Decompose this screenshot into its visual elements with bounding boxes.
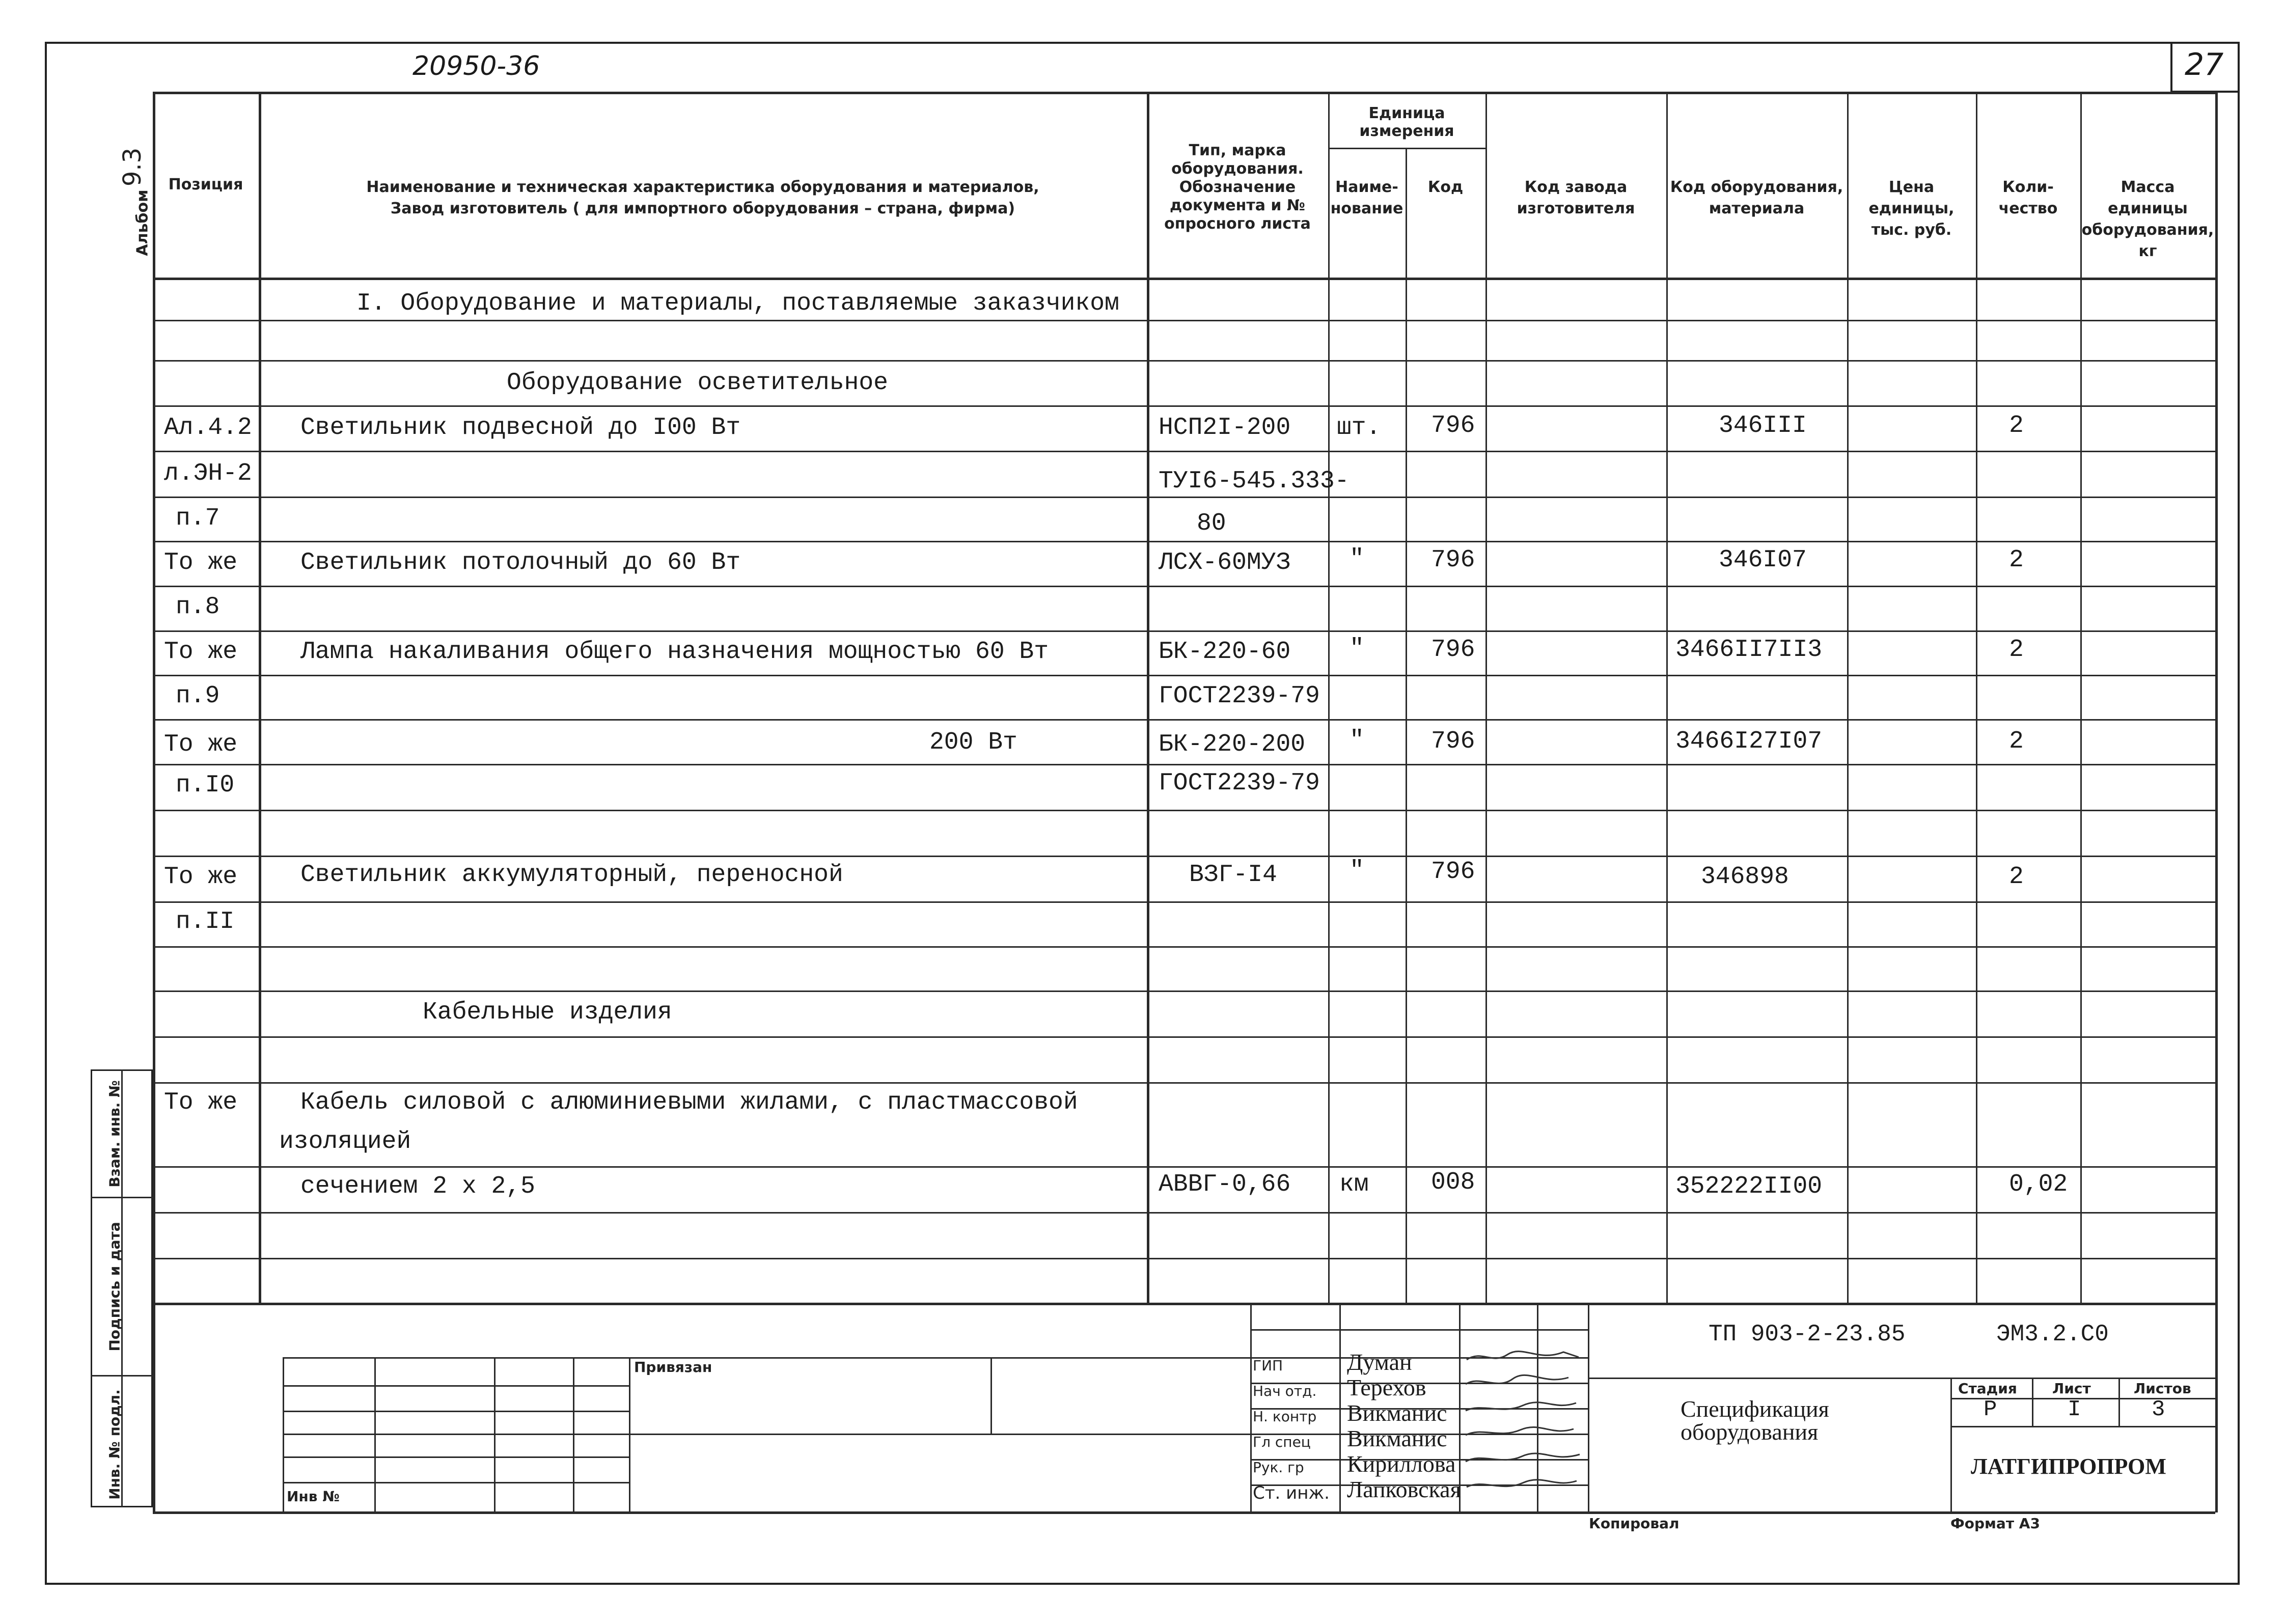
cell-code: 796 bbox=[1431, 728, 1475, 755]
cell-pos: п.I0 bbox=[176, 772, 235, 799]
cell-type: ТУI6-545.333- bbox=[1159, 467, 1350, 495]
header-mass-2: единицы bbox=[2108, 200, 2188, 217]
tb-stage-label: Стадия bbox=[1958, 1380, 2017, 1397]
cell-name: Кабель силовой с алюминиевыми жилами, с пластмассовой bbox=[300, 1089, 1078, 1116]
tb-role: Ст. инж. bbox=[1253, 1483, 1330, 1503]
cell-pos: То же bbox=[164, 1089, 238, 1116]
header-unit-2: измерения bbox=[1359, 122, 1454, 140]
tb-name: Терехов bbox=[1347, 1374, 1426, 1400]
header-price-1: Цена bbox=[1888, 178, 1935, 196]
cell-pos: п.7 bbox=[176, 505, 220, 532]
cell-type: 80 bbox=[1197, 510, 1226, 537]
tb-role: Нач отд. bbox=[1253, 1383, 1317, 1399]
cell-name: сечением 2 х 2,5 bbox=[300, 1173, 535, 1200]
cell-code: 796 bbox=[1431, 546, 1475, 574]
header-qty-2: чество bbox=[1998, 200, 2058, 217]
cell-pos: То же bbox=[164, 731, 238, 758]
header-unit-code: Код bbox=[1427, 178, 1464, 196]
cell-equip: 346I07 bbox=[1719, 546, 1807, 574]
subsection-light: Оборудование осветительное bbox=[507, 369, 888, 397]
header-plant-code-2: изготовителя bbox=[1517, 200, 1635, 217]
cell-type: ВЗГ-I4 bbox=[1189, 861, 1277, 889]
header-plant-code-1: Код завода bbox=[1524, 178, 1628, 196]
cell-unit: " bbox=[1350, 635, 1364, 663]
cell-pos: Ал.4.2 bbox=[164, 414, 252, 442]
tb-name: Викманис bbox=[1347, 1425, 1447, 1451]
cell-qty: 2 bbox=[2009, 636, 2024, 664]
cell-qty: 0,02 bbox=[2009, 1171, 2068, 1198]
tb-doc-title-1: Спецификация bbox=[1681, 1396, 1829, 1422]
cell-type: ГОСТ2239-79 bbox=[1159, 769, 1320, 797]
doc-number-top: 20950-36 bbox=[412, 51, 540, 81]
header-position: Позиция bbox=[168, 176, 243, 194]
header-qty-1: Коли- bbox=[2002, 178, 2054, 196]
tb-sheets: 3 bbox=[2152, 1397, 2165, 1422]
subsection-cable: Кабельные изделия bbox=[423, 999, 672, 1026]
cell-qty: 2 bbox=[2009, 728, 2024, 755]
cell-equip: 346898 bbox=[1701, 863, 1789, 891]
cell-qty: 2 bbox=[2009, 863, 2024, 891]
header-price-2: единицы, bbox=[1868, 200, 1954, 217]
cell-pos: То же bbox=[164, 863, 238, 891]
cell-type: БК-220-60 bbox=[1159, 638, 1291, 666]
tb-name: Викманис bbox=[1347, 1400, 1447, 1426]
cell-name: 200 Вт bbox=[929, 729, 1017, 756]
cell-equip: 3466I27I07 bbox=[1675, 728, 1823, 755]
cell-type: ЛСХ-60МУЗ bbox=[1159, 549, 1291, 576]
tb-role: Гл спец bbox=[1253, 1434, 1311, 1450]
tb-name: Кириллова bbox=[1347, 1451, 1456, 1477]
header-mass-3: оборудования, bbox=[2081, 221, 2214, 239]
page-number: 27 bbox=[2185, 47, 2224, 82]
margin-inv-podl: Инв. № подл. bbox=[106, 1389, 123, 1500]
tb-role: ГИП bbox=[1253, 1357, 1283, 1374]
tb-format: Формат А3 bbox=[1950, 1515, 2040, 1532]
tb-privyazan: Привязан bbox=[634, 1359, 712, 1375]
cell-code: 796 bbox=[1431, 636, 1475, 664]
cell-unit: км bbox=[1339, 1171, 1369, 1198]
tb-org: ЛАТГИПРОПРОМ bbox=[1971, 1454, 2166, 1479]
header-name-line1: Наименование и техническая характеристика оборудования и материалов, bbox=[366, 178, 1039, 196]
header-type-2: оборудования. bbox=[1171, 160, 1304, 178]
cell-qty: 2 bbox=[2009, 546, 2024, 574]
tb-role: Н. контр bbox=[1253, 1408, 1317, 1425]
signatures-graphic bbox=[1462, 1334, 1586, 1507]
cell-name: Лампа накаливания общего назначения мощностью 60 Вт bbox=[300, 638, 1049, 666]
tb-doc-title-2: оборудования bbox=[1681, 1419, 1819, 1445]
header-unit-name-1: Наиме- bbox=[1335, 178, 1398, 196]
album-label: Альбом bbox=[133, 189, 152, 256]
tb-sheet-code: ЭМ3.2.С0 bbox=[1996, 1321, 2109, 1347]
cell-equip: 346III bbox=[1719, 412, 1807, 439]
tb-sheet: I bbox=[2068, 1397, 2081, 1422]
tb-name: Лапковская bbox=[1347, 1476, 1461, 1502]
header-mass-1: Масса bbox=[2121, 178, 2175, 196]
tb-copied: Копировал bbox=[1589, 1515, 1680, 1532]
tb-project: ТП 903-2-23.85 bbox=[1709, 1321, 1906, 1347]
cell-unit: " bbox=[1350, 857, 1364, 885]
header-price-3: тыс. руб. bbox=[1871, 221, 1952, 239]
header-type-5: опросного листа bbox=[1164, 215, 1311, 233]
cell-code: 796 bbox=[1431, 858, 1475, 886]
cell-equip: 352222II00 bbox=[1675, 1173, 1823, 1200]
cell-pos: п.9 bbox=[176, 682, 220, 710]
margin-podpis-data: Подпись и дата bbox=[106, 1222, 123, 1352]
header-equip-code-2: материала bbox=[1709, 200, 1805, 217]
cell-name: изоляцией bbox=[279, 1128, 411, 1155]
cell-name: Светильник аккумуляторный, переносной bbox=[300, 861, 843, 889]
cell-unit: шт. bbox=[1337, 414, 1381, 442]
tb-inv-no: Инв № bbox=[287, 1488, 340, 1505]
margin-vzam-inv: Взам. инв. № bbox=[106, 1080, 123, 1188]
tb-role: Рук. гр bbox=[1253, 1459, 1304, 1476]
tb-name: Думан bbox=[1347, 1349, 1412, 1375]
header-unit-1: Единица bbox=[1368, 104, 1445, 122]
header-unit-name-2: нование bbox=[1330, 200, 1403, 217]
header-type-3: Обозначение bbox=[1179, 178, 1296, 196]
cell-pos: То же bbox=[164, 638, 238, 666]
cell-code: 796 bbox=[1431, 412, 1475, 439]
cell-name: Светильник потолочный до 60 Вт bbox=[300, 549, 741, 576]
section-title: I. Оборудование и материалы, поставляемые заказчиком bbox=[356, 290, 1119, 317]
cell-pos: п.II bbox=[176, 908, 235, 935]
cell-type: АВВГ-0,66 bbox=[1159, 1171, 1291, 1198]
cell-type: ГОСТ2239-79 bbox=[1159, 682, 1320, 710]
header-type-1: Тип, марка bbox=[1189, 142, 1286, 159]
cell-type: НСП2I-200 bbox=[1159, 414, 1291, 442]
cell-equip: 3466II7II3 bbox=[1675, 636, 1823, 664]
cell-unit: " bbox=[1350, 727, 1364, 754]
cell-pos: То же bbox=[164, 549, 238, 576]
header-mass-4: кг bbox=[2138, 242, 2157, 260]
tb-sheets-label: Листов bbox=[2134, 1380, 2191, 1397]
tb-sheet-label: Лист bbox=[2052, 1380, 2091, 1397]
cell-code: 008 bbox=[1431, 1169, 1475, 1196]
sheet-outer-frame bbox=[45, 42, 2240, 1585]
header-equip-code-1: Код оборудования, bbox=[1670, 178, 1843, 196]
cell-pos: п.8 bbox=[176, 593, 220, 621]
album-number: 9.3 bbox=[118, 147, 147, 187]
tb-stage: Р bbox=[1984, 1397, 1997, 1422]
cell-pos: л.ЭН-2 bbox=[164, 460, 252, 487]
cell-qty: 2 bbox=[2009, 412, 2024, 439]
header-name-line2: Завод изготовитель ( для импортного оборудования – страна, фирма) bbox=[390, 200, 1015, 217]
cell-name: Светильник подвесной до I00 Вт bbox=[300, 414, 741, 442]
cell-type: БК-220-200 bbox=[1159, 731, 1306, 758]
header-type-4: документа и № bbox=[1170, 197, 1305, 214]
cell-unit: " bbox=[1350, 545, 1364, 573]
